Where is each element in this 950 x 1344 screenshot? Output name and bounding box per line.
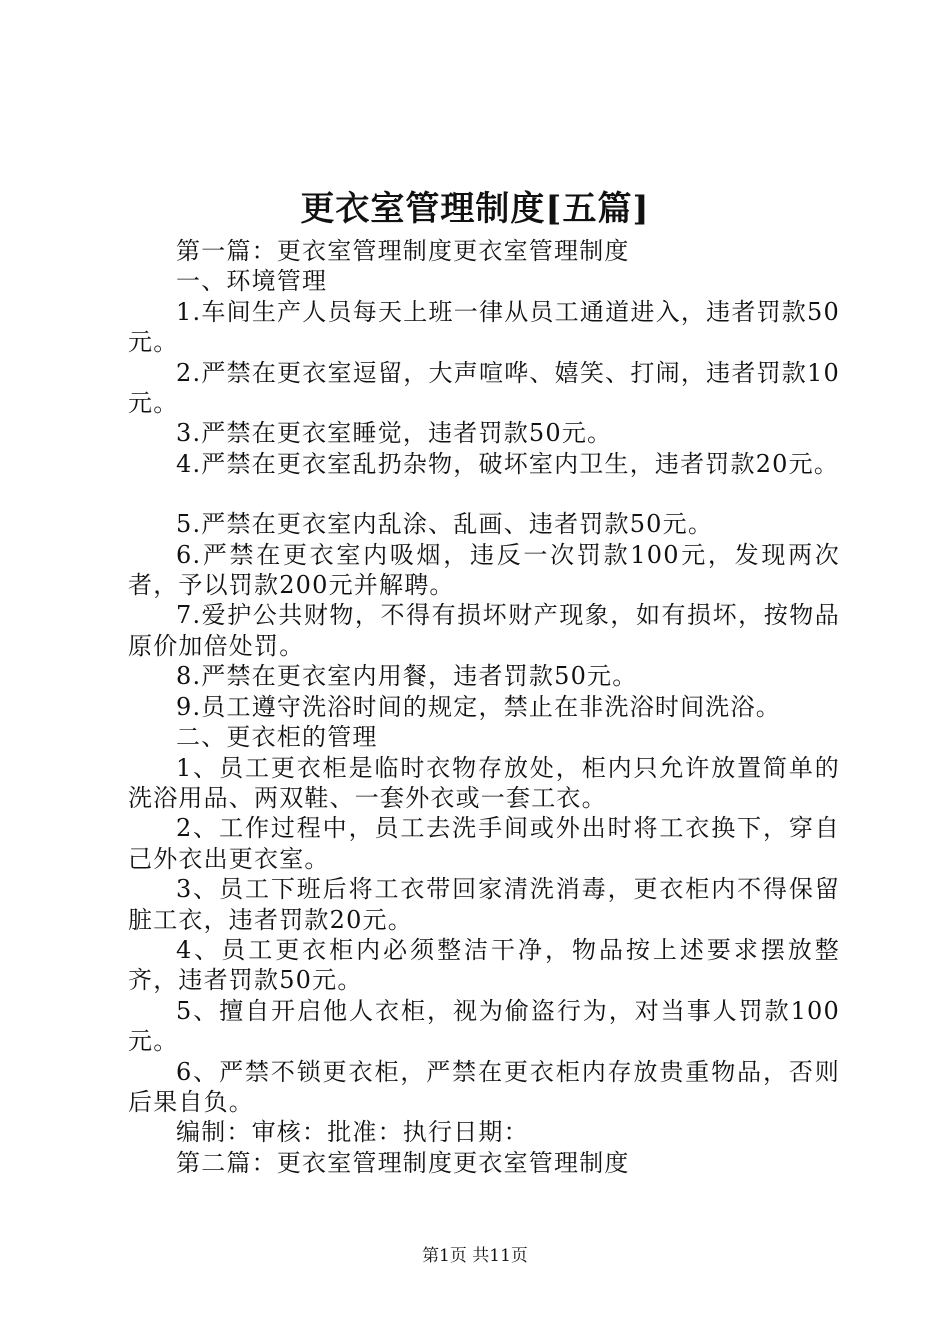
rule-item: 9.员工遵守洗浴时间的规定，禁止在非洗浴时间洗浴。: [176, 692, 781, 721]
section-heading: 第一篇：更衣室管理制度更衣室管理制度: [176, 237, 630, 265]
rule-item: 1.车间生产人员每天上班一律从员工通道进入，违者罚款50元。: [128, 297, 840, 357]
subsection-heading: 一、环境管理: [176, 267, 328, 296]
rule-item: 4、员工更衣柜内必须整洁干净，物品按上述要求摆放整齐，违者罚款50元。: [128, 935, 840, 995]
subsection-heading: 二、更衣柜的管理: [176, 723, 378, 752]
rule-item: 2.严禁在更衣室逗留，大声喧哗、嬉笑、打闹，违者罚款10元。: [128, 358, 840, 418]
rule-item: 1、员工更衣柜是临时衣物存放处，柜内只允许放置简单的洗浴用品、两双鞋、一套外衣或一套工衣。: [128, 753, 840, 812]
rule-item: 5、擅自开启他人衣柜，视为偷盗行为，对当事人罚款100元。: [128, 996, 840, 1056]
rule-item: 3、员工下班后将工衣带回家清洗消毒，更衣柜内不得保留脏工衣，违者罚款20元。: [128, 875, 840, 934]
rule-item: 4.严禁在更衣室乱扔杂物，破坏室内卫生，违者罚款20元。: [176, 449, 840, 478]
rule-item: 7.爱护公共财物，不得有损坏财产现象，如有损坏，按物品原价加倍处罚。: [128, 601, 840, 660]
document-title: 更衣室管理制度[五篇]: [300, 189, 650, 229]
rule-item: 5.严禁在更衣室内乱涂、乱画、违者罚款50元。: [176, 510, 714, 539]
document-body: [128, 236, 840, 1178]
rule-item: 3.严禁在更衣室睡觉，违者罚款50元。: [176, 419, 613, 448]
page-footer: 第1页 共11页: [422, 1246, 528, 1266]
approval-line: 编制：审核：批准：执行日期：: [176, 1118, 529, 1147]
rule-item: 6、严禁不锁更衣柜，严禁在更衣柜内存放贵重物品，否则后果自负。: [128, 1057, 840, 1116]
rule-item: 8.严禁在更衣室内用餐，违者罚款50元。: [176, 662, 638, 691]
rule-item: 2、工作过程中，员工去洗手间或外出时将工衣换下，穿自己外衣出更衣室。: [128, 814, 840, 873]
rule-item: 6.严禁在更衣室内吸烟，违反一次罚款100元，发现两次者，予以罚款200元并解聘。: [128, 540, 840, 600]
section-heading: 第二篇：更衣室管理制度更衣室管理制度: [176, 1148, 630, 1177]
